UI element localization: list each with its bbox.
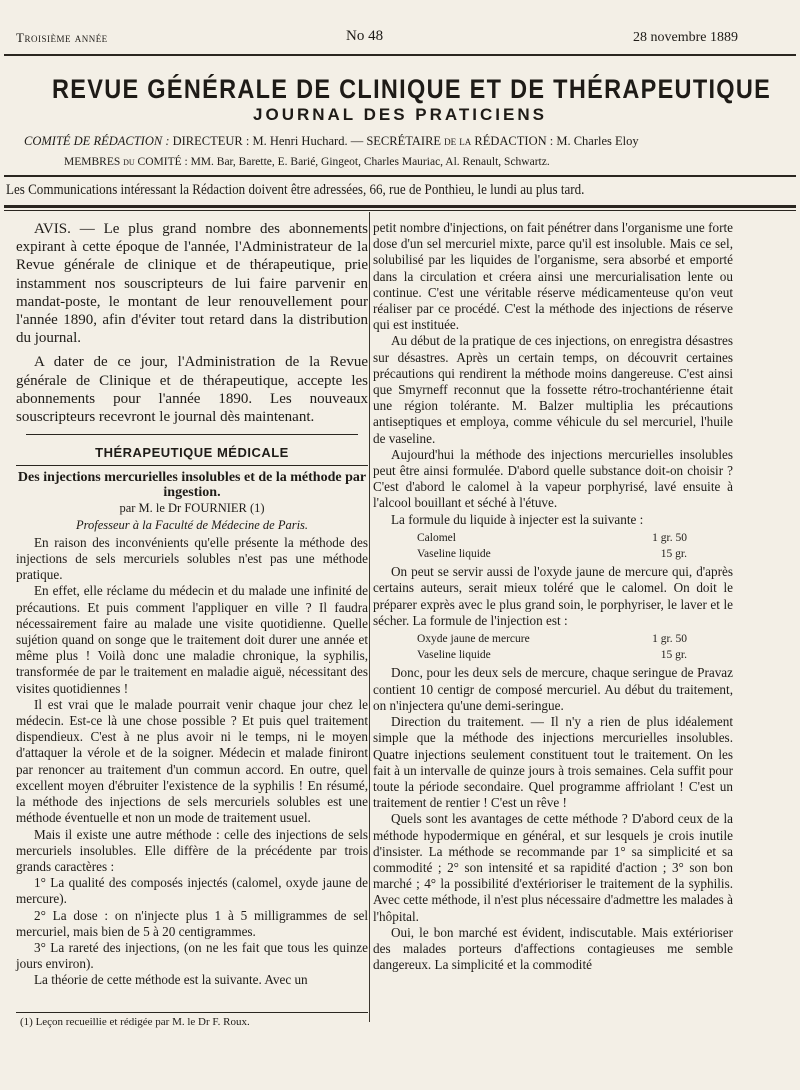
notice-rule bbox=[4, 205, 796, 208]
communications-notice: Les Communications intéressant la Rédaction doivent être adressées, 66, rue de Ponthieu, le lundi au plus tard. bbox=[6, 182, 585, 198]
avis-paragraph: AVIS. — Le plus grand nombre des abonnements expirant à cette époque de l'année, l'Administrateur de la Revue générale de clinique et de thérapeutique, prie instamment nos souscripteurs de lui faire parvenir en mandat-poste, le montant de leur renouvellement pour l'année 1890, afin d'éviter tout retard dans la distribution du journal. bbox=[16, 221, 368, 347]
journal-subtitle: JOURNAL DES PRATICIENS bbox=[253, 105, 547, 124]
issue-date: 28 novembre 1889 bbox=[633, 30, 738, 45]
body-paragraph: On peut se servir aussi de l'oxyde jaune de mercure qui, d'après certains auteurs, serait mieux toléré que le calomel. On doit le préparer exprès avec le plus grand soin, le porphyriser, le laver et le sécher. La formule de l'injection est : bbox=[373, 564, 733, 628]
section-title: THÉRAPEUTIQUE MÉDICALE bbox=[16, 445, 368, 466]
body-paragraph: petit nombre d'injections, on fait pénétrer dans l'organisme une forte dose d'un sel mercuriel mixte, parce qu'il est insoluble. Mais ce sel, solubilisé par les liquides de l'organisme, sera absorbé et emporté dans la circulation et créera ainsi une mercurialisation lente ou continue. C'est une véritable réserve médicamenteuse qu'on veut réaliser par ce procédé. C'est la méthode des injections de réserve qui est instituée. bbox=[373, 220, 733, 333]
journal-title: REVUE GÉNÉRALE DE CLINIQUE ET DE THÉRAPEUTIQUE bbox=[52, 74, 772, 104]
formula-oxyde bbox=[417, 631, 733, 663]
footnote: (1) Leçon recueillie et rédigée par M. le Dr F. Roux. bbox=[20, 1016, 250, 1028]
body-paragraph: La formule du liquide à injecter est la suivante : bbox=[391, 511, 644, 527]
footnote-rule bbox=[16, 1012, 368, 1013]
formula-row: Oxyde jaune de mercure 1 gr. 50 bbox=[417, 633, 687, 646]
members-list: MM. Bar, Barette, E. Barié, Gingeot, Charles Mauriac, Al. Renault, Schwartz. bbox=[190, 156, 550, 168]
body-paragraph: 2° La dose : on n'injecte plus 1 à 5 milligrammes de sel mercuriel, mais bien de 5 à 20 centigrammes. bbox=[16, 907, 368, 939]
committee-rule bbox=[4, 175, 796, 177]
director-name: M. Henri Huchard. bbox=[252, 134, 348, 148]
formula-row: Vaseline liquide 15 gr. bbox=[417, 649, 687, 662]
body-paragraph: 1° La qualité des composés injectés (calomel, oxyde jaune de mercure). bbox=[16, 875, 368, 907]
body-paragraph: Mais il existe une autre méthode : celle des injections de sels mercuriels insolubles. Elle diffère de la précédente par trois grands caractères : bbox=[16, 826, 368, 874]
committee-label: COMITÉ DE RÉDACTION : bbox=[24, 134, 170, 148]
notice-rule-thin bbox=[4, 210, 796, 211]
author-affiliation: Professeur à la Faculté de Médecine de Paris. bbox=[75, 517, 309, 532]
director-label: DIRECTEUR : bbox=[172, 134, 250, 148]
masthead bbox=[0, 74, 800, 125]
body-paragraph: Aujourd'hui la méthode des injections mercurielles insolubles peut être ainsi formulée. D'abord quelle substance doit-on choisir ? C'est d'abord le calomel à la vapeur porphyrisé, lavé ensuite à l'alcool bouillant et séché à l'étuve. bbox=[373, 446, 733, 511]
left-column bbox=[16, 220, 368, 989]
body-paragraph: Il est vrai que le malade pourrait venir chaque jour chez le médecin. Est-ce là une chose possible ? Et puis quel traitement dispendieux. C'est à ne plus avoir ni le temps, ni le moyen d'attaquer la vérole et de la soigner. Médecin et malade finiront par renoncer au traitement d'un commun accord. En outre, quel excellent moyen d'ébruiter l'existence de la syphilis ! En résumé, la méthode des injections de sels mercuriels solubles est une méthode éventuelle et non un mode de traitement usuel. bbox=[16, 696, 368, 826]
formula-row: Vaseline liquide 15 gr. bbox=[417, 548, 687, 561]
column-divider bbox=[369, 212, 370, 1022]
formula-calomel bbox=[417, 530, 733, 562]
article-byline: par M. le Dr FOURNIER (1) bbox=[119, 501, 265, 516]
issue-number: No 48 bbox=[346, 28, 384, 44]
body-paragraph: La théorie de cette méthode est la suivante. Avec un bbox=[34, 972, 308, 988]
body-paragraph: Direction du traitement. — Il n'y a rien de plus idéalement simple que la méthode des injections mercurielles insolubles. Quatre injections seulement constituent tout le traitement. On les fait à un intervalle de quinze jours à trois semaines. Cela suffit pour toute la période secondaire. Quel programme affriolant ! C'est un traitement de rentier ! C'est un rêve ! bbox=[373, 714, 733, 811]
members-label: MEMBRES du COMITÉ : bbox=[64, 156, 188, 168]
section-divider bbox=[26, 434, 358, 435]
avis-paragraph-2: A dater de ce jour, l'Administration de la Revue générale de Clinique et de thérapeutique, accepte les abonnements pour l'année 1890. Les nouveaux souscripteurs recevront le journal dès maintenant. bbox=[16, 354, 368, 426]
header-rule bbox=[4, 54, 796, 56]
secretary-label: — SECRÉTAIRE de la RÉDACTION : bbox=[350, 134, 554, 148]
body-paragraph: Quels sont les avantages de cette méthode ? D'abord ceux de la méthode hypodermique en général, et sur lesquels je crois inutile d'insister. La méthode se recommande par 1° sa simplicité et sa commodité ; 2° son intensité et sa rapidité d'action ; 3° son bon marché ; 4° la possibilité d'extérioriser le traitement de la syphilis. Avec cette méthode, il n'est plus nécessaire d'admettre les malades à l'hôpital. bbox=[373, 811, 733, 924]
body-paragraph: Oui, le bon marché est évident, indiscutable. Mais extérioriser des malades porteurs d'affections contagieuses me semble dangereux. La simplicité et la commodité bbox=[373, 924, 733, 973]
formula-row: Calomel 1 gr. 50 bbox=[417, 531, 687, 544]
right-column bbox=[373, 220, 733, 973]
secretary-name: M. Charles Eloy bbox=[556, 134, 639, 148]
body-paragraph: 3° La rareté des injections, (on ne les fait que tous les quinze jours environ). bbox=[16, 939, 368, 972]
running-head bbox=[16, 28, 738, 48]
body-paragraph: En effet, elle réclame du médecin et du malade une infinité de précautions. Et puis comment l'appliquer en ville ? Il faudra nécessairement faire au malade une visite quotidienne. Quelle sujétion quand on songe que le traitement doit durer une année et même plus ! Voilà donc une maladie chronique, la syphilis, transformée de par le traitement en maladie aiguë, nécessitant des visites quotidiennes ! bbox=[16, 583, 368, 696]
volume-year: Troisième année bbox=[16, 30, 108, 45]
article-title: Des injections mercurielles insolubles et de la méthode par ingestion. bbox=[17, 470, 367, 501]
body-paragraph: Au début de la pratique de ces injections, on enregistra désastres sur désastres. Après un certain temps, on découvrit certaines précautions qui rendirent la méthode moins dangereuse. C'est ainsi que Smyrneff reconnut que la fossette rétro-trochantérienne était une région tolérante. M. Balzer multiplia les précautions antiseptiques et employa, comme véhicule du sel mercuriel, l'huile de vaseline. bbox=[373, 333, 733, 446]
body-paragraph: En raison des inconvénients qu'elle présente la méthode des injections de sels mercuriels solubles n'est pas une méthode pratique. bbox=[16, 534, 368, 583]
body-paragraph: Donc, pour les deux sels de mercure, chaque seringue de Pravaz contient 10 centigr de composé mercuriel. Au début du traitement, on n'injectera qu'une demi-seringue. bbox=[373, 665, 733, 713]
